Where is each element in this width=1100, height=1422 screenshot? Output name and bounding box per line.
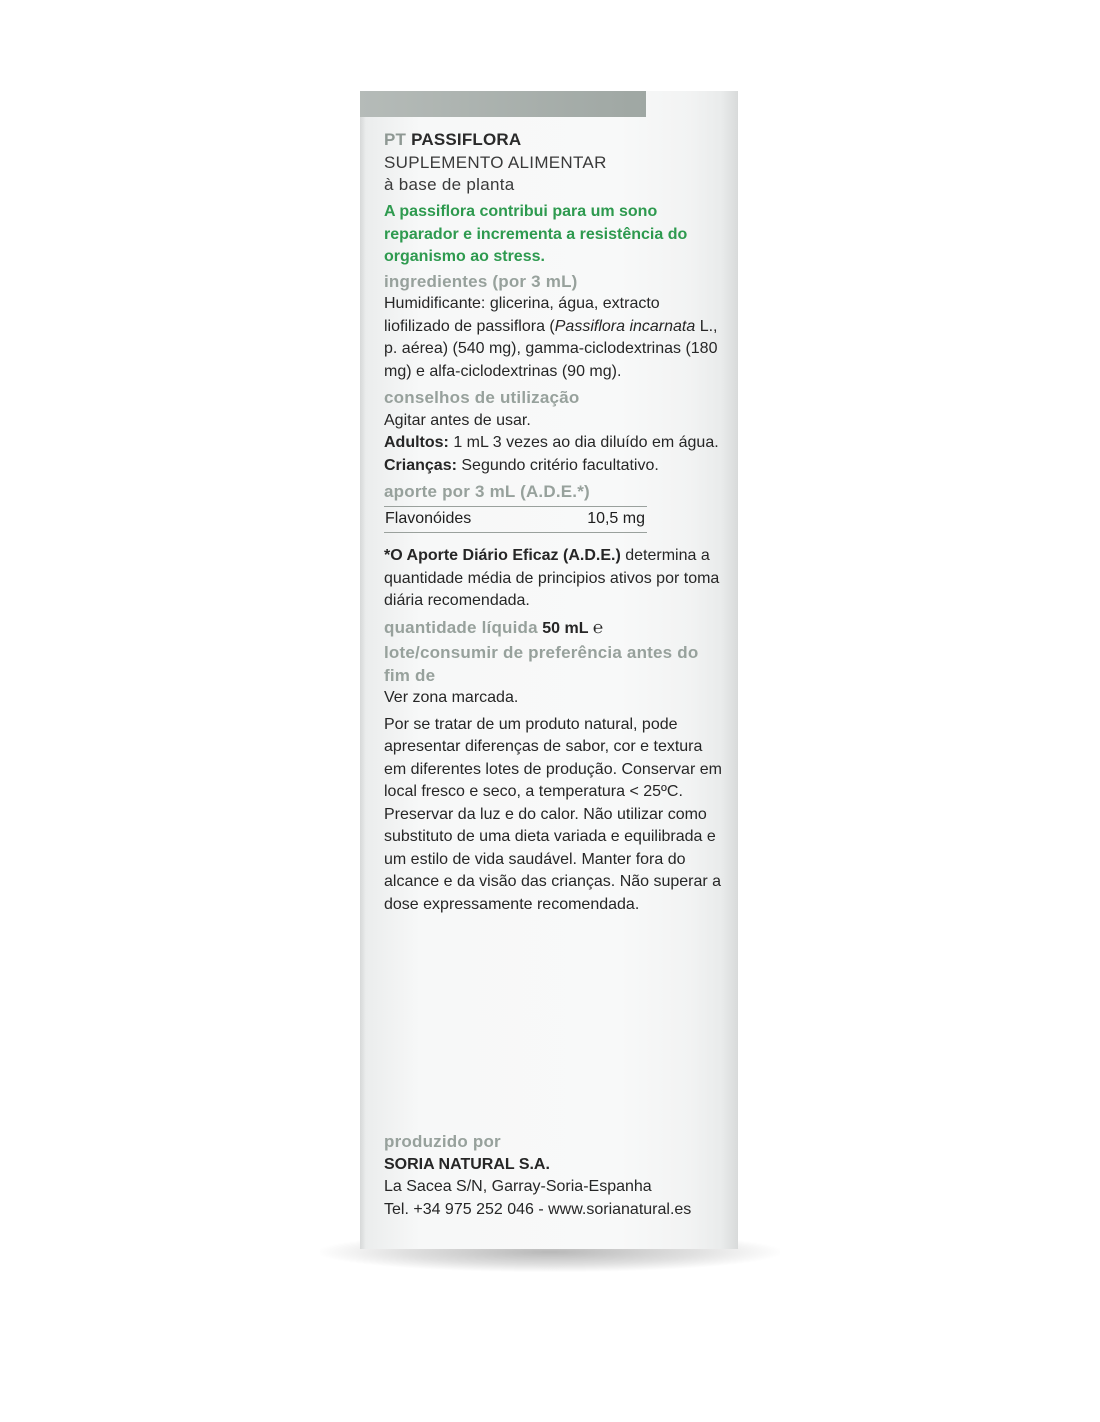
ingredients-text-part-1: Humidificante: glicerina, água, extracto liofilizado de passiflora ( <box>384 295 660 335</box>
ade-footnote-text: determina a quantidade média de principios ativos por toma diária recomendada. <box>384 547 720 609</box>
ingredients-text-part-2: L., p. aérea) (540 mg), gamma-ciclodextrinas (180 mg) e alfa-ciclodextrinas (90 mg). <box>384 317 718 380</box>
product-title <box>384 128 724 152</box>
net-quantity <box>384 617 724 641</box>
lot-text: Ver zona marcada. <box>384 689 519 706</box>
estimated-sign-icon: ℮ <box>592 617 604 637</box>
ade-footnote <box>384 545 724 613</box>
latin-name: Passiflora incarnata <box>554 317 696 335</box>
product-name: PASSIFLORA <box>411 130 522 149</box>
language-code: PT <box>384 130 407 149</box>
producer-heading: produzido por <box>384 1132 501 1151</box>
lot-heading: lote/consumir de preferência antes do fim de <box>384 643 699 685</box>
ade-footnote-bold: *O Aporte Diário Eficaz (A.D.E.) <box>384 547 621 564</box>
net-quantity-label: quantidade líquida <box>384 617 538 637</box>
contribution-table-row <box>384 506 647 534</box>
ingredients-text <box>384 293 724 383</box>
contribution-heading: aporte por 3 mL (A.D.E.*) <box>384 482 590 501</box>
usage-children <box>384 455 724 478</box>
adults-text: 1 mL 3 vezes ao dia diluído em água. <box>448 434 719 451</box>
producer-address: La Sacea S/N, Garray-Soria-Espanha <box>384 1178 652 1195</box>
nutrient-value: 10,5 mg <box>587 509 645 527</box>
nutrient-name: Flavonóides <box>385 509 472 527</box>
producer-company: SORIA NATURAL S.A. <box>384 1155 550 1173</box>
usage-line-1: Agitar antes de usar. <box>384 411 531 429</box>
product-box-side-panel <box>360 91 738 1249</box>
usage-adults <box>384 432 724 455</box>
ingredients-heading: ingredientes (por 3 mL) <box>384 271 578 291</box>
producer-block <box>384 1131 724 1221</box>
producer-contact: Tel. +34 975 252 046 - www.sorianatural.es <box>384 1200 692 1218</box>
usage-heading: conselhos de utilização <box>384 388 580 407</box>
net-quantity-value: 50 mL <box>542 619 589 637</box>
adults-label: Adultos: <box>384 434 449 451</box>
product-base: à base de planta <box>384 175 515 194</box>
children-text: Segundo critério facultativo. <box>456 456 659 474</box>
top-color-band <box>360 91 646 117</box>
health-claim: A passiflora contribui para um sono reparador e incrementa a resistência do organismo ao stress. <box>384 203 688 265</box>
label-content <box>384 128 724 916</box>
product-category: SUPLEMENTO ALIMENTAR <box>384 153 607 172</box>
children-label: Crianças: <box>384 456 457 474</box>
warnings-text: Por se tratar de um produto natural, pode apresentar diferenças de sabor, cor e textura em diferentes lotes de produção. Conservar em local fresco e seco, a temperatura < 25ºC. Preservar da luz e do calor. Não utilizar como substituto de uma dieta variada e equilibrada e um estilo de vida saudável. Manter fora do alcance e da visão das crianças. Não superar a dose expressamente recomendada. <box>384 715 722 913</box>
